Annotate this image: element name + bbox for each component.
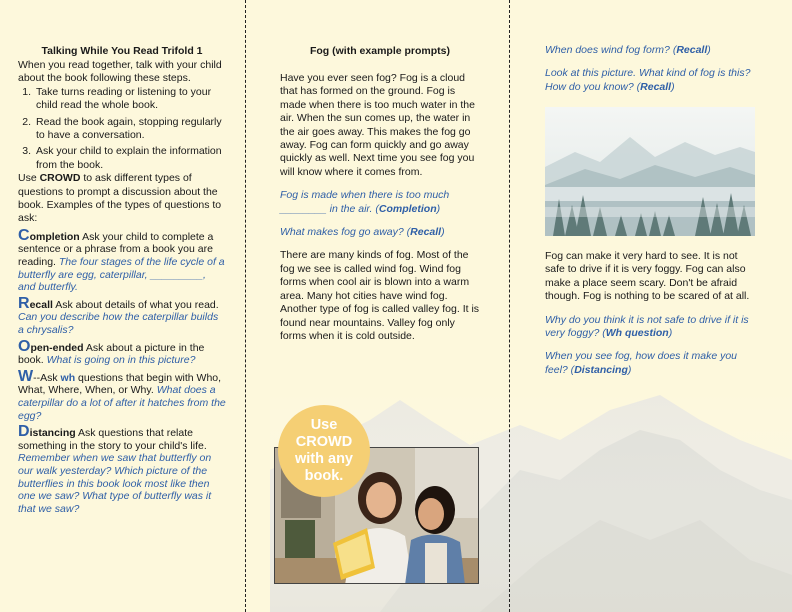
crowd-open-ended: Open-ended Ask about a picture in the book. What is going on in this picture? <box>18 337 205 367</box>
fog-paragraph-2: There are many kinds of fog. Most of the fog we see is called wind fog. Wind fog forms when cool air is blown into a warm area. Many hot cities have wind fog. Another type of fog is called valley fog. It is found near mountains. Valley fog only forms when it is cold outside. <box>280 249 480 342</box>
use-crowd-badge: Use CROWD with any book. <box>278 405 370 497</box>
panel-fog-prompts <box>545 44 760 104</box>
prompt-distancing: When you see fog, how does it make you feel? (Distancing) <box>545 350 738 376</box>
fog-paragraph-1: Have you ever seen fog? Fog is a cloud that has formed on the ground. Fog is made when there is too much water in the air. When the sun comes up, the water in the air goes away. This makes the fog go away. Fog can form quickly and go away quickly as well. Next time you see fog you will know where it comes from. <box>280 72 475 178</box>
panel-fog-story <box>280 44 480 353</box>
fold-line-left <box>245 0 246 612</box>
fold-line-right <box>509 0 510 612</box>
panel-crowd-guide <box>18 44 226 515</box>
crowd-wh: W--Ask wh questions that begin with Who, What, Where, When, or Why. What does a caterpillar do a lot of after it hatches from the egg? <box>18 367 226 422</box>
prompt-completion: Fog is made when there is too much ________ in the air. (Completion) <box>280 189 450 215</box>
panel1-intro: When you read together, talk with your child about the book following these steps. <box>18 59 222 85</box>
crowd-completion: Completion Ask your child to complete a sentence or a phrase from a book you are reading. The four stages of the life cycle of a butterfly are egg, caterpillar, _________, and butterfly. <box>18 226 225 294</box>
panel2-title: Fog (with example prompts) <box>309 45 450 57</box>
fog-paragraph-3: Fog can make it very hard to see. It is not safe to drive if it is very foggy. Fog can also make a place seem scary. Don't be afraid though. Fog is nothing to be scared of at all. <box>545 250 750 303</box>
step-item: 1. Take turns reading or listening to your child read the whole book. <box>22 85 212 112</box>
valley-fog-image <box>545 107 755 236</box>
step-item: 3. Ask your child to explain the information from the book. <box>22 145 222 171</box>
step-item: 2. Read the book again, stopping regularly to have a conversation. <box>22 115 222 142</box>
prompt-recall-2: When does wind fog form? (Recall) <box>545 44 711 56</box>
steps-list <box>18 86 226 172</box>
prompt-wh: Why do you think it is not safe to drive if it is very foggy? (Wh question) <box>545 313 749 340</box>
prompt-recall-3: Look at this picture. What kind of fog is this? How do you know? (Recall) <box>545 67 751 93</box>
panel1-title: Talking While You Read Trifold 1 <box>41 45 203 57</box>
crowd-recall: Recall Ask about details of what you read. Can you describe how the caterpillar builds a chrysalis? <box>18 294 219 337</box>
prompt-recall-1: What makes fog go away? (Recall) <box>280 226 445 239</box>
panel3-lower <box>545 250 757 387</box>
crowd-distancing: Distancing Ask questions that relate something in the story to your child's life. Remember when we saw that butterfly on our walk yesterday? Which picture of the butterflies in this book look most like then one we saw? What type of butterfly was it that we saw? <box>18 423 212 515</box>
crowd-intro: Use CROWD to ask different types of questions to prompt a discussion about the book. Examples of the types of questions to ask: <box>18 172 222 225</box>
